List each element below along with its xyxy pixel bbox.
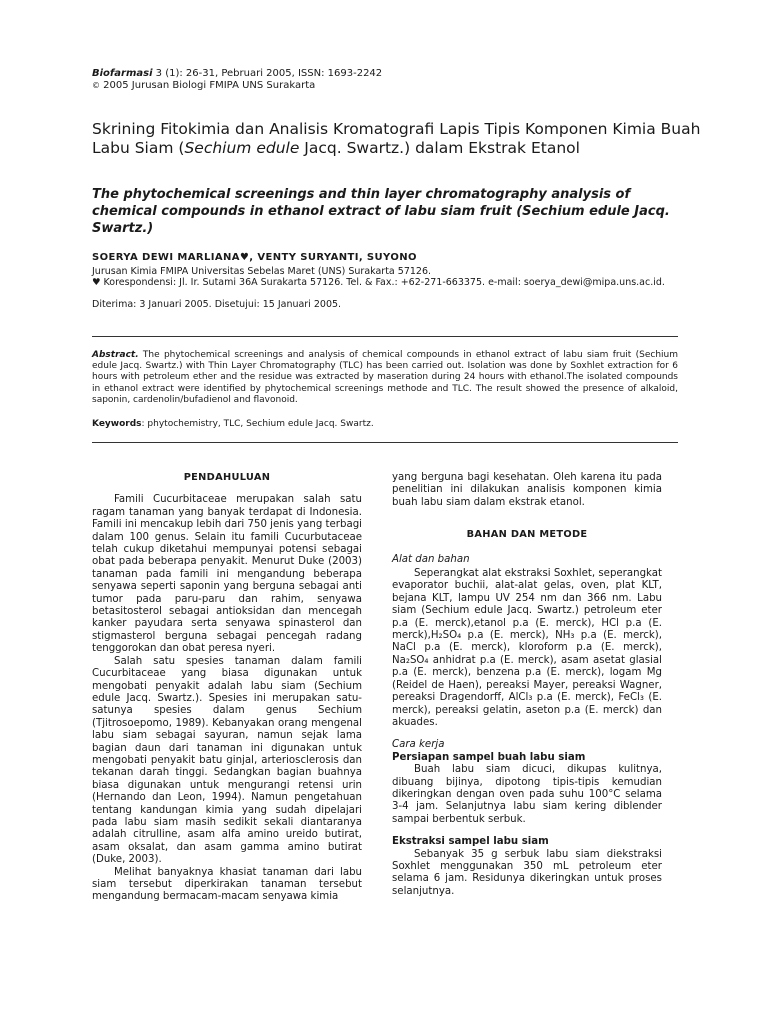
keywords-label: Keywords	[92, 419, 142, 429]
author-list: SOERYA DEWI MARLIANA♥, VENTY SURYANTI, SUYONO	[92, 252, 417, 263]
paper-title	[92, 120, 712, 158]
title-part1: Skrining Fitokimia dan Analisis Kromatografi Lapis Tipis Komponen Kimia Buah Labu Siam (	[92, 120, 701, 157]
abstract-label: Abstract.	[92, 350, 139, 360]
received-dates: Diterima: 3 Januari 2005. Disetujui: 15 Januari 2005.	[92, 299, 342, 310]
copyright-line	[92, 80, 315, 92]
journal-header	[92, 68, 382, 80]
subsection-persiapan: Persiapan sampel buah labu siam	[392, 751, 586, 763]
section-heading-bahan: BAHAN DAN METODE	[466, 529, 588, 541]
right-column	[392, 472, 662, 898]
journal-citation: 3 (1): 26-31, Pebruari 2005, ISSN: 1693-2242	[152, 68, 383, 79]
copyright-icon: ©	[92, 81, 100, 90]
correspondence: ♥ Korespondensi: Jl. Ir. Sutami 36A Surakarta 57126. Tel. & Fax.: +62-271-663375. e-mail: soerya_dewi@mipa.uns.ac.id.	[92, 277, 665, 288]
paragraph: Famili Cucurbitaceae merupakan salah satu ragam tanaman yang banyak terdapat di Indonesia. Famili ini mencakup lebih dari 750 jenis yang terbagi dalam 100 genus. Selain itu famili Cucurbutaceae telah cukup diketahui mempunyai potensi sebagai obat pada beberapa penyakit. Menurut Duke (2003) tanaman pada famili ini mengandung beberapa senyawa seperti saponin yang berguna sebagai anti tumor pada paru-paru dan rahim, senyawa betasitosterol sebagai antioksidan dan mencegah kanker payudara serta senyawa spinasterol dan stigmasterol berguna sebagai pencegah radang tenggorokan dan obat peresa nyeri.	[92, 494, 362, 655]
paragraph: Salah satu spesies tanaman dalam famili Cucurbitaceae yang biasa digunakan untuk mengobati penyakit adalah labu siam (Sechium edule Jacq. Swartz.). Spesies ini merupakan satu-satunya spesies dalam genus Sechium (Tjitrosoepomo, 1989). Kebanyakan orang mengenal labu siam sebagai sayuran, namun sejak lama bagian daun dari tanaman ini digunakan untuk mengobati penyakit batu ginjal, arteriosclerosis dan tekanan darah tinggi. Sedangkan bagian buahnya biasa digunakan untuk mengurangi retensi urin (Hernando dan Leon, 1994). Namun pengetahuan tentang kandungan kimia yang sudah dipelajari pada labu siam masih sedikit sekali diantaranya adalah citrulline, asam alfa amino ureido butirat, asam oksalat, dan asam gamma amino butirat (Duke, 2003).	[92, 655, 362, 866]
paragraph: Sebanyak 35 g serbuk labu siam diekstraksi Soxhlet menggunakan 350 mL petroleum eter selama 6 jam. Residunya dikeringkan untuk proses selanjutnya.	[392, 848, 662, 897]
paragraph: Melihat banyaknya khasiat tanaman dari labu siam tersebut diperkirakan tanaman tersebut mengandung bermacam-macam senyawa kimia	[92, 866, 362, 903]
paragraph: Seperangkat alat ekstraksi Soxhlet, seperangkat evaporator buchii, alat-alat gelas, oven, plat KLT, bejana KLT, lampu UV 254 nm dan 366 nm. Labu siam (Sechium edule Jacq. Swartz.) petroleum eter p.a (E. merck),etanol p.a (E. merck), HCl p.a (E. merck),H₂SO₄ p.a (E. merck), NH₃ p.a (E. merck), NaCl p.a (E. merck), kloroform p.a (E. merck), Na₂SO₄ anhidrat p.a (E. merck), asam asetat glasial p.a (E. merck), benzena p.a (E. merck), logam Mg (Reidel de Haen), pereaksi Mayer, pereaksi Wagner, pereaksi Dragendorff, AlCl₃ p.a (E. merck), FeCl₃ (E. merck), pereaksi gelatin, aseton p.a (E. merck) dan akuades.	[392, 568, 662, 728]
keywords	[92, 418, 678, 430]
abstract-text: The phytochemical screenings and analysis of chemical compounds in ethanol extract of labu siam fruit (Sechium edule Jacq. Swartz.) with Thin Layer Chromatography (TLC) has been carried out. Isolation was done by Soxhlet extraction for 6 hours with petroleum ether and the residue was extracted by maseration during 24 hours with ethanol.The isolated compounds in ethanol extract were identified by phytochemical screenings methode and TLC. The result showed the presence of alkaloid, saponin, cardenolin/bufadienol and flavonoid.	[92, 350, 678, 405]
divider-top	[92, 336, 678, 337]
abstract	[92, 350, 678, 406]
divider-bottom	[92, 442, 678, 443]
subsection-ekstraksi: Ekstraksi sampel labu siam	[392, 836, 549, 848]
subsection-cara-kerja: Cara kerja	[392, 739, 445, 751]
journal-name: Biofarmasi	[92, 68, 153, 79]
left-column	[92, 472, 362, 904]
subsection-alat: Alat dan bahan	[392, 553, 470, 565]
paragraph: yang berguna bagi kesehatan. Oleh karena itu pada penelitian ini dilakukan analisis komponen kimia buah labu siam dalam ekstrak etanol.	[392, 472, 662, 508]
title-species: Sechium edule	[184, 139, 300, 157]
section-heading-pendahuluan: PENDAHULUAN	[183, 472, 271, 483]
title-part2: Jacq. Swartz.) dalam Ekstrak Etanol	[299, 139, 580, 157]
paragraph: Buah labu siam dicuci, dikupas kulitnya, dibuang bijinya, dipotong tipis-tipis kemudian dikeringkan dengan oven pada suhu 100°C selama 3-4 jam. Selanjutnya labu siam kering diblender sampai berbentuk serbuk.	[392, 764, 662, 825]
english-title: The phytochemical screenings and thin layer chromatography analysis of chemical compounds in ethanol extract of labu siam fruit (Sechium edule Jacq. Swartz.)	[92, 187, 670, 236]
affiliation: Jurusan Kimia FMIPA Universitas Sebelas Maret (UNS) Surakarta 57126.	[92, 266, 432, 277]
copyright-text: 2005 Jurusan Biologi FMIPA UNS Surakarta	[100, 80, 316, 91]
keywords-text: : phytochemistry, TLC, Sechium edule Jacq. Swartz.	[141, 419, 374, 429]
